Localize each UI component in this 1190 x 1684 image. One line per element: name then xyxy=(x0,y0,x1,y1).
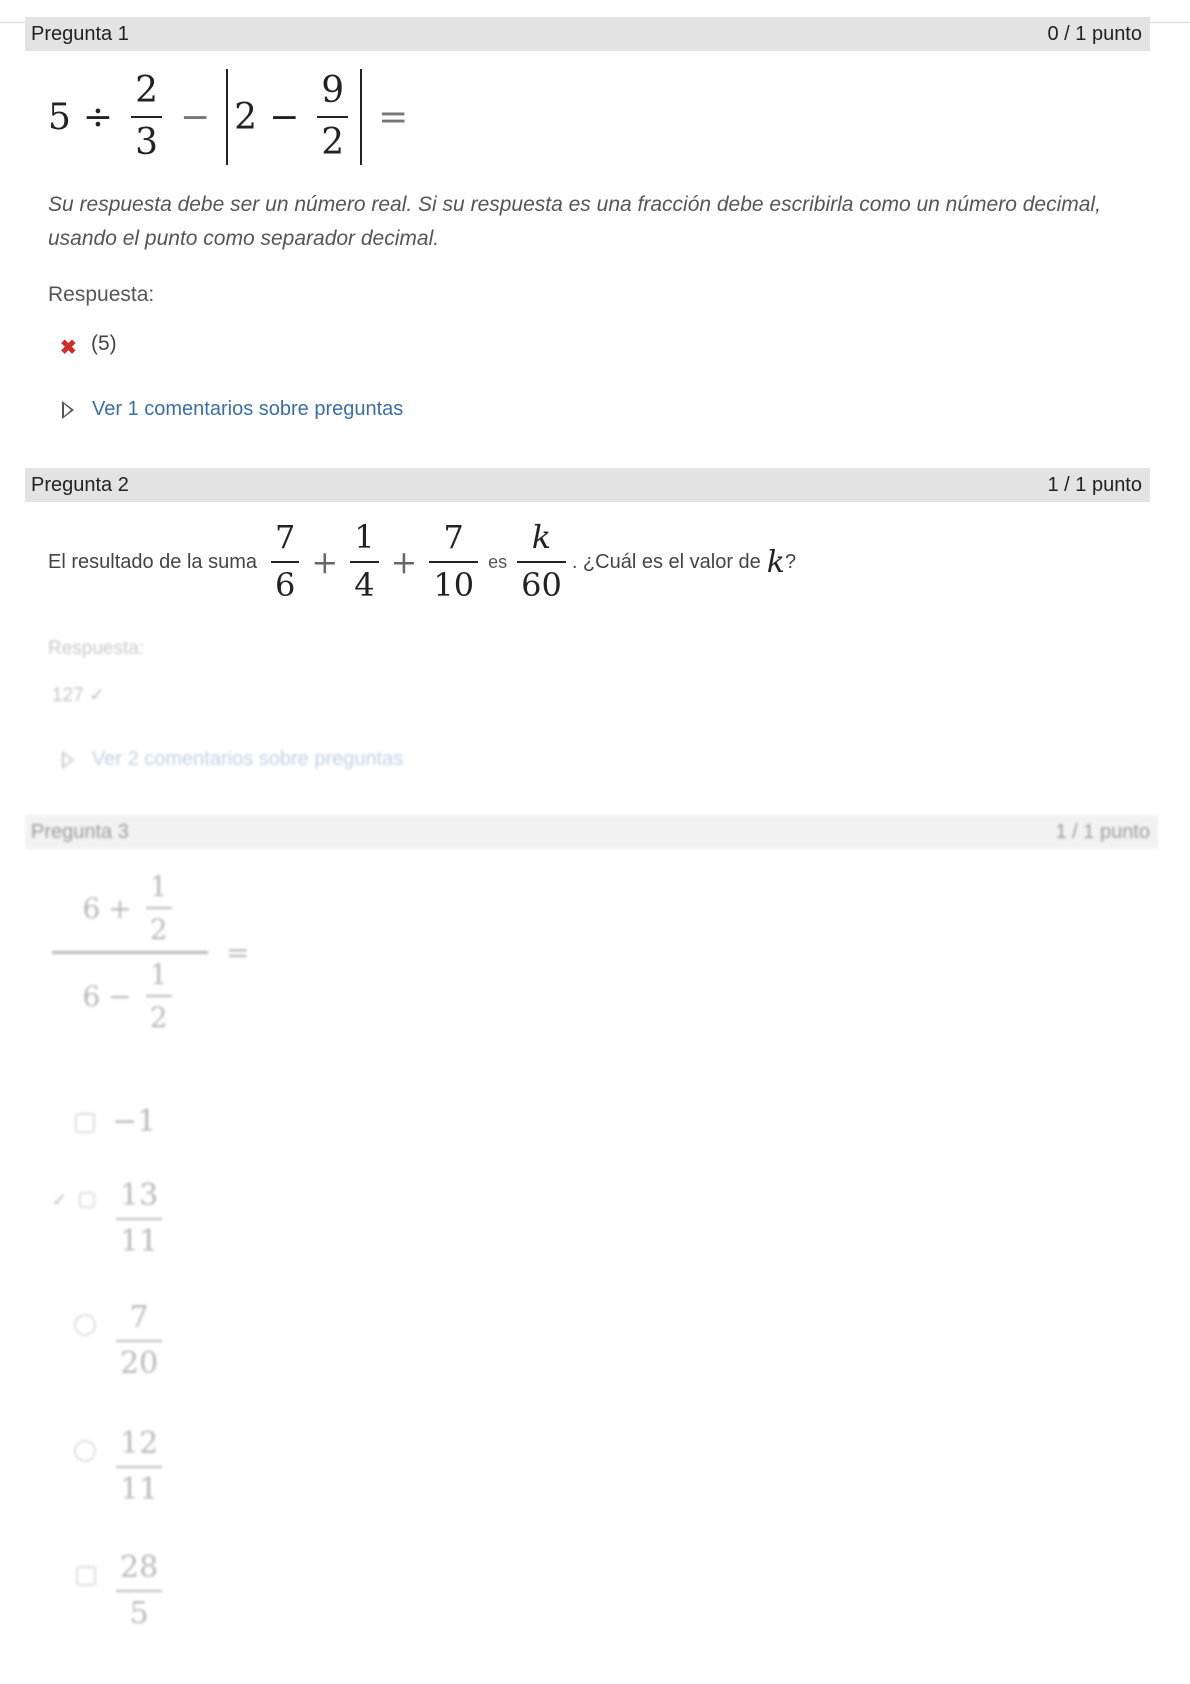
frac-numerator: 7 xyxy=(129,1300,149,1335)
frac-numerator: 28 xyxy=(120,1550,159,1585)
option-fraction xyxy=(116,1302,162,1379)
expr-term: 2 xyxy=(234,96,258,138)
question-2-prompt xyxy=(48,512,796,612)
selected-check-icon: ✓ xyxy=(52,1190,68,1210)
option-fraction xyxy=(116,1428,162,1505)
expr-operator: ÷ xyxy=(82,96,114,138)
option-fraction xyxy=(116,1180,162,1257)
expr-term: 5 xyxy=(48,96,71,138)
complex-denominator xyxy=(82,957,177,1035)
frac-numerator: 7 xyxy=(443,518,464,557)
variable-k: k xyxy=(766,544,785,580)
frac-denominator: 20 xyxy=(120,1345,159,1381)
question-2-header xyxy=(25,468,1150,502)
complex-fraction xyxy=(52,872,249,1033)
expr-fraction xyxy=(146,957,172,1035)
prompt-text: . ¿Cuál es el valor de xyxy=(571,550,761,573)
frac-denominator: 10 xyxy=(433,566,475,604)
frac-denominator: 11 xyxy=(120,1223,159,1259)
option-radio[interactable] xyxy=(74,1440,96,1462)
expr-fraction xyxy=(131,72,162,162)
expr-operator: − xyxy=(108,979,132,1013)
frac-numerator: 1 xyxy=(149,870,168,903)
expr-operator: − xyxy=(179,96,211,138)
frac-numerator: 2 xyxy=(135,70,158,112)
sum-expression xyxy=(265,518,484,604)
answer-value: (5) xyxy=(91,332,117,355)
answer-label: Respuesta: xyxy=(48,638,145,659)
frac-denominator: 11 xyxy=(120,1471,159,1507)
question-1-score: 0 / 1 punto xyxy=(1047,22,1142,45)
frac-numerator: 9 xyxy=(321,70,345,112)
expand-triangle-icon xyxy=(62,401,74,419)
complex-numerator xyxy=(82,872,177,945)
frac-denominator: 2 xyxy=(149,913,168,947)
frac-numerator: 1 xyxy=(149,957,168,991)
expand-triangle-icon xyxy=(62,751,74,769)
expr-fraction xyxy=(146,872,172,945)
question-3-header xyxy=(25,815,1158,849)
question-3-score: 1 / 1 punto xyxy=(1055,820,1150,843)
expr-equals: = xyxy=(226,935,250,969)
question-2-comments-link[interactable] xyxy=(62,748,403,771)
question-1-title: Pregunta 1 xyxy=(31,22,129,45)
frac-denominator: 60 xyxy=(521,566,562,604)
answer-value: 127 ✓ xyxy=(52,685,105,706)
expr-equals: = xyxy=(378,96,409,138)
prompt-text: es xyxy=(488,551,508,572)
absolute-value xyxy=(226,69,362,165)
option-checkbox[interactable] xyxy=(75,1113,95,1133)
expr-operator: + xyxy=(390,543,418,581)
expr-operator: + xyxy=(311,543,339,581)
option-radio[interactable] xyxy=(74,1314,96,1336)
expr-fraction xyxy=(350,518,378,604)
frac-denominator: 2 xyxy=(321,122,345,163)
question-1-comments-link[interactable] xyxy=(62,398,403,421)
expr-operator: − xyxy=(269,96,300,138)
frac-numerator: 7 xyxy=(275,518,296,557)
frac-denominator: 5 xyxy=(129,1595,149,1631)
frac-denominator: 6 xyxy=(275,566,296,604)
frac-denominator: 4 xyxy=(354,566,375,604)
question-1-instructions: Su respuesta debe ser un número real. Si su respuesta es una fracción debe escribirla como un número decimal, usando el punto como separador decimal. xyxy=(48,193,1101,250)
frac-denominator: 3 xyxy=(135,122,158,163)
frac-numerator: 13 xyxy=(120,1178,159,1213)
expr-fraction xyxy=(429,518,478,604)
frac-denominator: 2 xyxy=(149,1001,168,1035)
question-1-header xyxy=(25,17,1150,51)
frac-numerator: 1 xyxy=(354,518,375,557)
question-3-title: Pregunta 3 xyxy=(31,820,129,843)
frac-numerator: 12 xyxy=(120,1426,159,1461)
expr-term: 6 xyxy=(82,891,101,925)
expr-operator: + xyxy=(108,891,132,925)
comments-link-text: Ver 1 comentarios sobre preguntas xyxy=(92,398,404,420)
question-1-expression xyxy=(48,62,408,172)
option-checkbox[interactable] xyxy=(79,1192,95,1208)
incorrect-icon: ✖ xyxy=(60,337,77,359)
complex-fraction-body xyxy=(52,872,208,1033)
frac-numerator: k xyxy=(531,518,552,557)
prompt-question-mark: ? xyxy=(784,550,797,573)
expr-term: 6 xyxy=(82,979,101,1013)
comments-link-text: Ver 2 comentarios sobre preguntas xyxy=(92,748,404,770)
result-fraction-wrap xyxy=(511,518,572,604)
question-2-title: Pregunta 2 xyxy=(31,473,129,496)
expr-fraction xyxy=(517,518,566,604)
expr-fraction xyxy=(317,72,348,162)
option-fraction xyxy=(116,1552,162,1629)
option-checkbox[interactable] xyxy=(76,1566,96,1586)
question-2-score: 1 / 1 punto xyxy=(1047,473,1142,496)
prompt-text: El resultado de la suma xyxy=(48,550,258,573)
option-value: −1 xyxy=(112,1104,157,1139)
expr-fraction xyxy=(271,518,299,604)
answer-label: Respuesta: xyxy=(48,283,155,306)
